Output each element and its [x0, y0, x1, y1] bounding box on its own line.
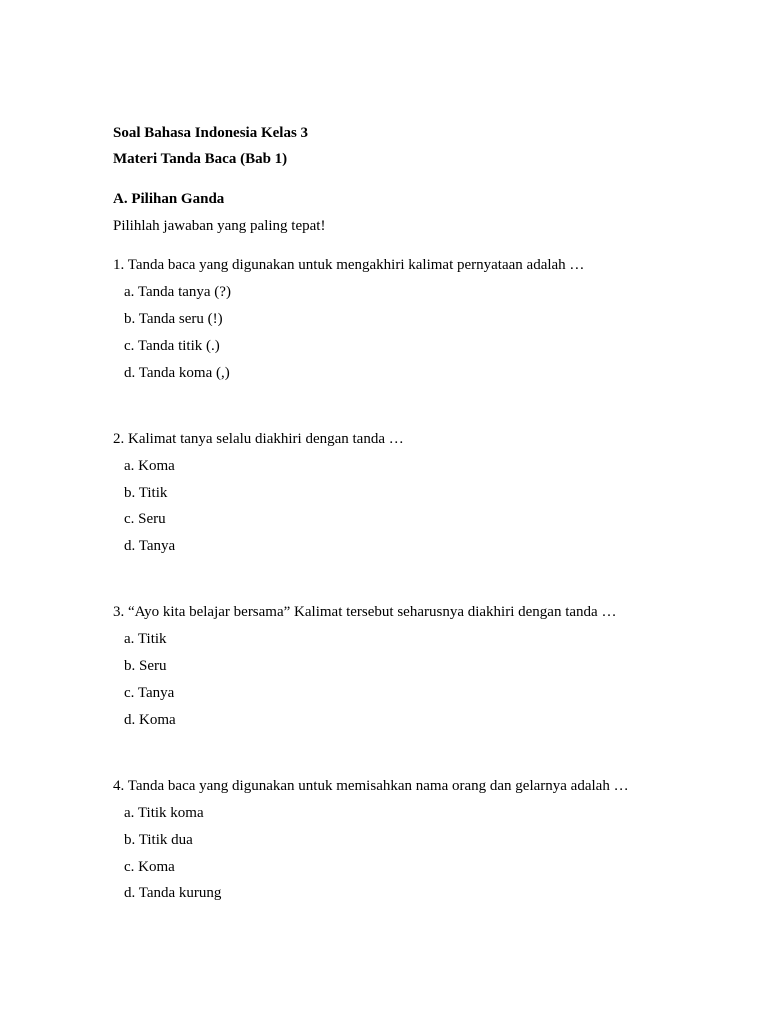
question-3-option-b: b. Seru	[124, 658, 167, 674]
question-4-option-c: c. Koma	[124, 859, 175, 875]
question-2: 2. Kalimat tanya selalu diakhiri dengan tanda …	[113, 431, 404, 447]
section-instruction: Pilihlah jawaban yang paling tepat!	[113, 218, 326, 234]
question-3: 3. “Ayo kita belajar bersama” Kalimat tersebut seharusnya diakhiri dengan tanda …	[113, 604, 617, 620]
question-1-option-c: c. Tanda titik (.)	[124, 338, 220, 354]
question-4-option-b: b. Titik dua	[124, 832, 193, 848]
question-1-option-d: d. Tanda koma (,)	[124, 365, 230, 381]
question-3-option-d: d. Koma	[124, 712, 176, 728]
question-3-option-a: a. Titik	[124, 631, 167, 647]
question-2-option-a: a. Koma	[124, 458, 175, 474]
question-1-option-b: b. Tanda seru (!)	[124, 311, 223, 327]
question-2-option-c: c. Seru	[124, 511, 166, 527]
question-4-option-a: a. Titik koma	[124, 805, 204, 821]
question-2-option-d: d. Tanya	[124, 538, 176, 554]
question-4: 4. Tanda baca yang digunakan untuk memisahkan nama orang dan gelarnya adalah …	[113, 778, 629, 794]
question-1: 1. Tanda baca yang digunakan untuk mengakhiri kalimat pernyataan adalah …	[113, 257, 585, 273]
question-3-option-c: c. Tanya	[124, 685, 175, 701]
question-4-option-d: d. Tanda kurung	[124, 885, 222, 901]
section-heading: A. Pilihan Ganda	[113, 191, 225, 207]
document-subtitle: Materi Tanda Baca (Bab 1)	[113, 151, 288, 167]
question-1-option-a: a. Tanda tanya (?)	[124, 284, 231, 300]
question-2-option-b: b. Titik	[124, 485, 168, 501]
document-title: Soal Bahasa Indonesia Kelas 3	[113, 125, 309, 141]
